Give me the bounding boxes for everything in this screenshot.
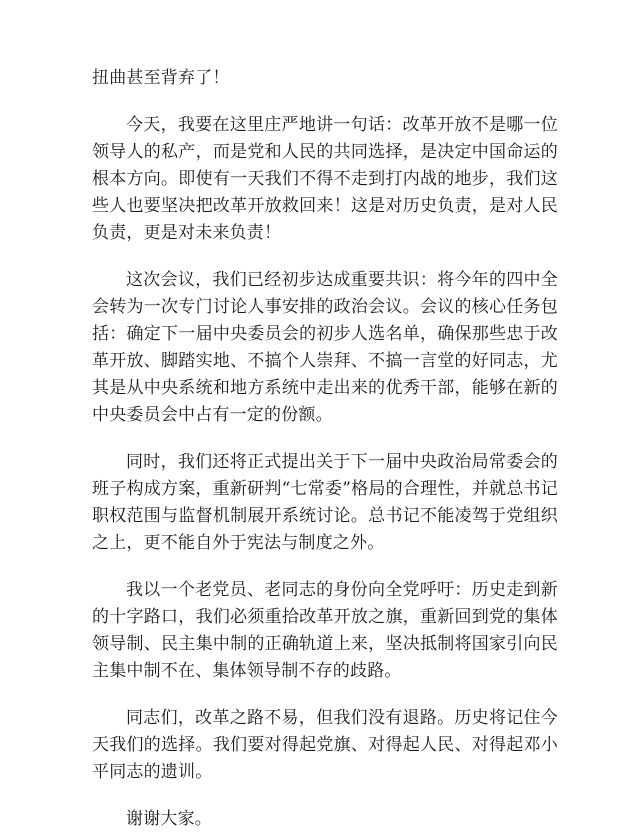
paragraph-meeting-consensus: 这次会议，我们已经初步达成重要共识：将今年的四中全会转为一次专门讨论人事安排的政治会议。会议的核心任务包括：确定下一届中央委员会的初步人选名单，确保那些忠于改革开放、脚踏实地、不搞个人崇拜、不搞一言堂的好同志，尤其是从中央系统和地方系统中走出来的优秀干部，能够在新的中央委员会中占有一定的份额。 [92,270,558,425]
paragraph-continuation: 扭曲甚至背弃了！ [92,68,230,88]
paragraph-reform-declaration: 今天，我要在这里庄严地讲一句话：改革开放不是哪一位领导人的私产，而是党和人民的共同选择，是决定中国命运的根本方向。即使有一天我们不得不走到打内战的地步，我们这些人也要坚决把改革开放救回来！这是对历史负责，是对人民负责，更是对未来负责！ [92,115,558,243]
paragraph-thanks: 谢谢大家。 [126,809,212,829]
paragraph-appeal: 我以一个老党员、老同志的身份向全党呼吁：历史走到新的十字路口，我们必须重拾改革开放之旗，重新回到党的集体领导制、民主集中制的正确轨道上来，坚决抵制将国家引向民主集中制不在、集体领导制不存的歧路。 [92,580,558,681]
paragraph-comrades: 同志们，改革之路不易，但我们没有退路。历史将记住今天我们的选择。我们要对得起党旗、对得起人民、对得起邓小平同志的遗训。 [92,708,558,782]
paragraph-standing-committee: 同时，我们还将正式提出关于下一届中央政治局常委会的班子构成方案，重新研判“七常委”格局的合理性，并就总书记职权范围与监督机制展开系统讨论。总书记不能凌驾于党组织之上，更不能自外于宪法与制度之外。 [92,452,558,553]
